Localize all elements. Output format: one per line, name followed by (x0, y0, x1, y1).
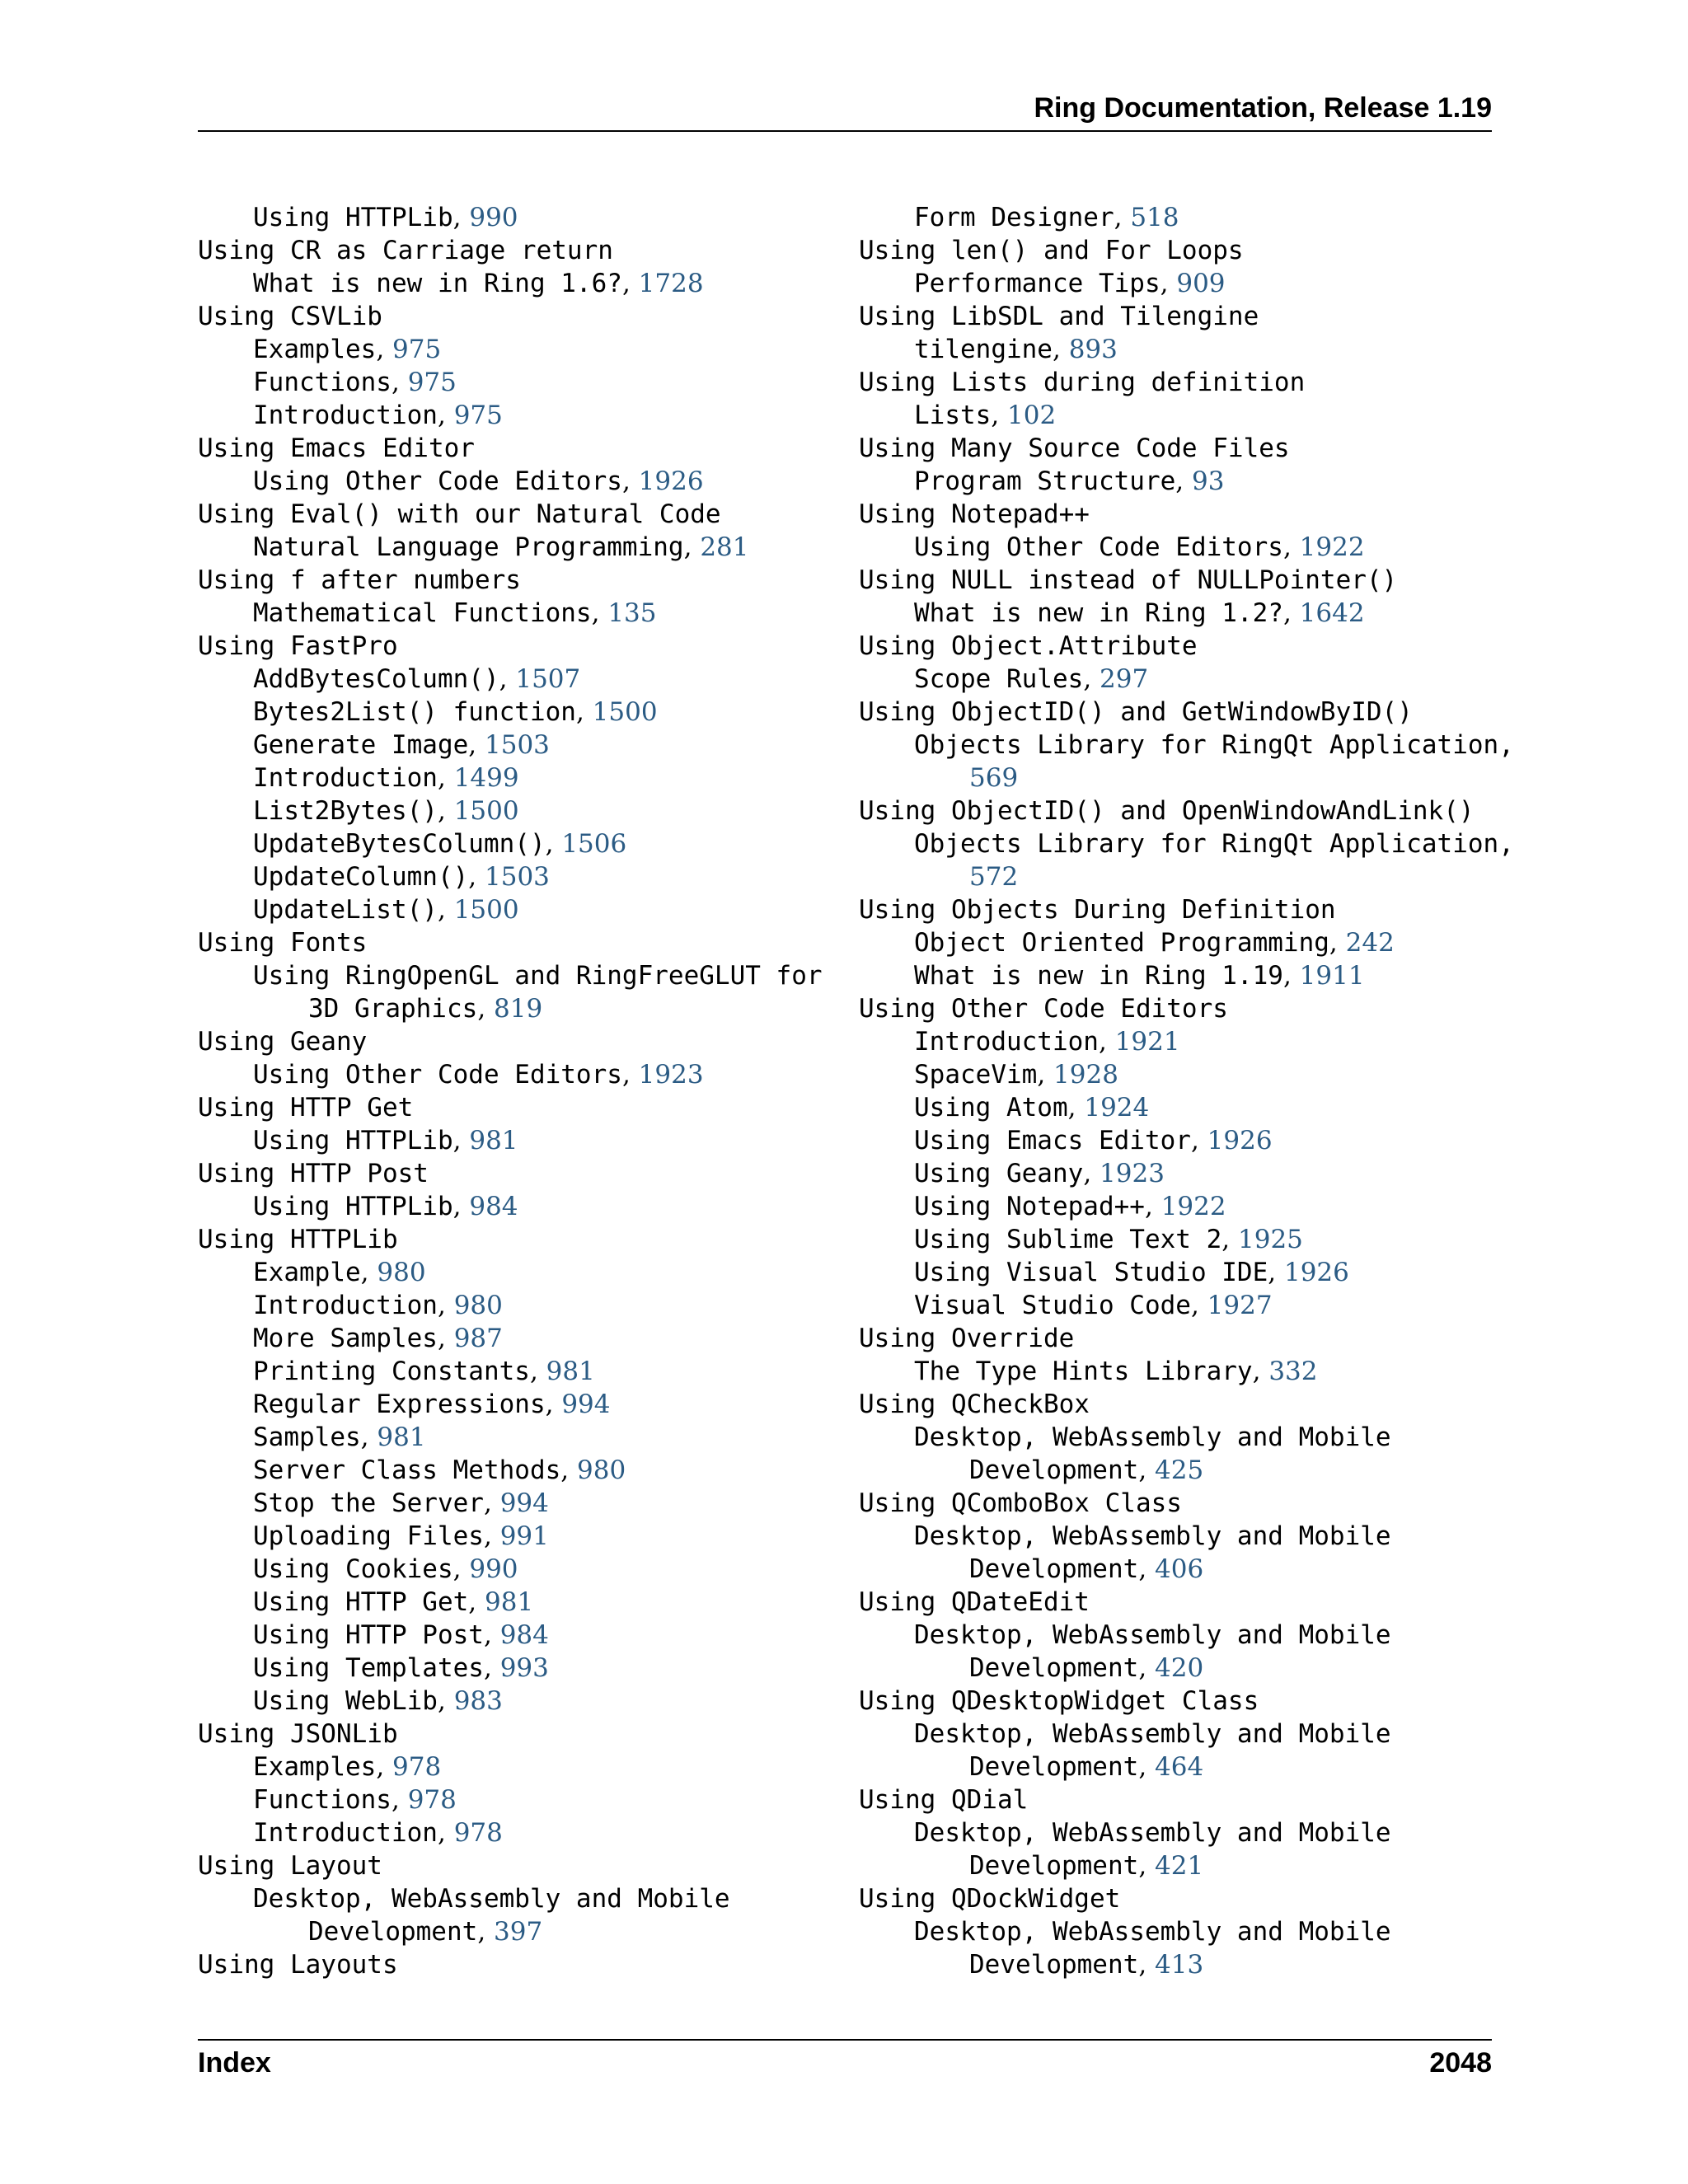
entry-text: Desktop, WebAssembly and Mobile (914, 1521, 1391, 1551)
entry-text: Using HTTP Post (253, 1620, 484, 1650)
page-reference-link[interactable]: 1728 (638, 269, 704, 298)
page-reference-link[interactable]: 980 (377, 1258, 426, 1287)
entry-text: UpdateList() (253, 895, 438, 925)
index-term (198, 1025, 824, 1058)
entry-text: Using len() and For Loops (859, 236, 1244, 265)
index-subentry: Visual Studio Code, 1927 (914, 1291, 1273, 1320)
index-term (859, 630, 1485, 663)
index-term (859, 1322, 1485, 1355)
index-subentry: Using HTTPLib, 990 (253, 203, 518, 232)
index-term (198, 1718, 824, 1750)
entry-text: Using QDesktopWidget Class (859, 1686, 1259, 1716)
entry-text: Using CSVLib (198, 302, 382, 331)
index-subentry: What is new in Ring 1.2?, 1642 (914, 598, 1365, 628)
index-subentry: Natural Language Programming, 281 (253, 532, 749, 562)
entry-text: Using Geany (198, 1027, 368, 1057)
index-subentry: Object Oriented Programming, 242 (914, 928, 1395, 958)
entry-text: Using HTTPLib (198, 1225, 398, 1254)
index-subentry (859, 1915, 1485, 1948)
index-term (859, 893, 1485, 926)
index-subentry (198, 1882, 824, 1915)
index-subentry: Using HTTP Get, 981 (253, 1587, 534, 1617)
entry-text: Using ObjectID() and OpenWindowAndLink() (859, 796, 1475, 826)
index-subentry: Using Templates, 993 (253, 1653, 549, 1683)
entry-text: Performance Tips (914, 269, 1160, 298)
entry-text: Using Layouts (198, 1950, 398, 1980)
index-subentry: Functions, 975 (253, 368, 457, 397)
page-reference-link[interactable]: 981 (546, 1357, 595, 1386)
page-reference-link[interactable]: 332 (1268, 1357, 1318, 1386)
entry-text: Using HTTP Post (198, 1159, 429, 1188)
entry-text: Using Sublime Text 2 (914, 1225, 1222, 1254)
index-term (859, 564, 1485, 597)
page-reference-link[interactable]: 987 (453, 1324, 503, 1353)
index-subentry: Development, 413 (969, 1950, 1204, 1980)
entry-text: Desktop, WebAssembly and Mobile (914, 1422, 1391, 1452)
index-subentry: Program Structure, 93 (914, 466, 1225, 496)
entry-text: Using Many Source Code Files (859, 434, 1290, 463)
page-reference-link[interactable]: 281 (700, 532, 749, 562)
index-subentry: Using HTTPLib, 984 (253, 1192, 518, 1221)
footer-page-number: 2048 (1429, 2047, 1492, 2079)
page-reference-link[interactable]: 102 (1007, 401, 1057, 430)
index-subentry: UpdateBytesColumn(), 1506 (253, 829, 627, 859)
index-term (198, 432, 824, 465)
entry-text: List2Bytes() (253, 796, 438, 826)
index-subentry: Development, 425 (969, 1455, 1204, 1485)
page-reference-link[interactable]: 397 (494, 1917, 543, 1947)
page-reference-link[interactable]: 990 (469, 203, 518, 232)
index-subentry (859, 1816, 1485, 1849)
page-reference-link[interactable]: 819 (494, 994, 543, 1024)
entry-text: UpdateBytesColumn() (253, 829, 546, 859)
index-column-right (859, 201, 1514, 1981)
page-reference-link[interactable]: 975 (453, 401, 503, 430)
page-reference-link[interactable]: 1926 (1207, 1126, 1273, 1155)
entry-text: Using QDial (859, 1785, 1029, 1815)
index-subentry (198, 959, 824, 992)
page-reference-link[interactable]: 1925 (1238, 1225, 1303, 1254)
index-subentry: Using Atom, 1924 (914, 1093, 1150, 1122)
entry-text: Using HTTP Get (253, 1587, 469, 1617)
index-subentry: AddBytesColumn(), 1507 (253, 664, 581, 694)
page-reference-link[interactable]: 975 (392, 335, 442, 364)
footer-rule (198, 2039, 1492, 2041)
index-subentry (859, 1421, 1485, 1454)
entry-text: Objects Library for RingQt Application, (914, 829, 1514, 859)
entry-text: Using QCheckBox (859, 1390, 1090, 1419)
index-term (198, 926, 824, 959)
entry-text: Introduction (253, 1291, 438, 1320)
index-subentry: Development, 421 (969, 1851, 1204, 1881)
index-term (859, 1388, 1485, 1421)
entry-text: The Type Hints Library (914, 1357, 1253, 1386)
entry-text: 3D Graphics (308, 994, 478, 1024)
page-reference-link[interactable]: 1500 (453, 895, 519, 925)
index-subentry: List2Bytes(), 1500 (253, 796, 519, 826)
index-subentry: Lists, 102 (914, 401, 1057, 430)
entry-text: Using RingOpenGL and RingFreeGLUT for (253, 961, 823, 991)
entry-text: Using Emacs Editor (198, 434, 475, 463)
index-term (859, 432, 1485, 465)
index-subentry: tilengine, 893 (914, 335, 1118, 364)
entry-text: Using Other Code Editors (914, 532, 1283, 562)
entry-text: Natural Language Programming (253, 532, 684, 562)
index-subentry: Form Designer, 518 (914, 203, 1179, 232)
entry-text: Using Other Code Editors (859, 994, 1228, 1024)
index-subentry: UpdateColumn(), 1503 (253, 862, 550, 892)
index-term (198, 1157, 824, 1190)
entry-text: Using LibSDL and Tilengine (859, 302, 1259, 331)
entry-text: Introduction (914, 1027, 1099, 1057)
index-subentry: Generate Image, 1503 (253, 730, 550, 760)
index-subentry: Development, 406 (969, 1554, 1204, 1584)
entry-text: Using Override (859, 1324, 1075, 1353)
index-subentry: Examples, 975 (253, 335, 442, 364)
index-term (859, 300, 1485, 333)
entry-text: Introduction (253, 401, 438, 430)
entry-text: Using Visual Studio IDE (914, 1258, 1268, 1287)
entry-text: Desktop, WebAssembly and Mobile (253, 1884, 730, 1914)
entry-text: Generate Image (253, 730, 469, 760)
index-term (859, 1685, 1485, 1718)
page-reference-link[interactable]: 518 (1130, 203, 1179, 232)
entry-text: Development (969, 1653, 1139, 1683)
entry-text: Using HTTPLib (253, 1192, 453, 1221)
entry-text: What is new in Ring 1.6? (253, 269, 622, 298)
page-reference-link[interactable]: 413 (1155, 1950, 1204, 1980)
entry-text: Printing Constants (253, 1357, 530, 1386)
index-subentry (859, 827, 1514, 860)
entry-text: Using HTTPLib (253, 203, 453, 232)
entry-text: Examples (253, 335, 377, 364)
entry-text: Using QDateEdit (859, 1587, 1090, 1617)
page-reference-link[interactable]: 135 (607, 598, 657, 628)
entry-text: Using QComboBox Class (859, 1488, 1182, 1518)
index-subentry: Introduction, 1921 (914, 1027, 1180, 1057)
index-term (859, 366, 1485, 399)
index-term (198, 498, 824, 531)
page-reference-link[interactable]: 990 (469, 1554, 518, 1584)
page-reference-link[interactable]: 1499 (453, 763, 519, 793)
page-reference-link[interactable]: 994 (561, 1390, 611, 1419)
index-subentry: Examples, 978 (253, 1752, 442, 1782)
page-reference-link[interactable]: 1924 (1084, 1093, 1150, 1122)
page-reference-link[interactable]: 1506 (561, 829, 627, 859)
entry-text: Introduction (253, 763, 438, 793)
entry-text: Using CR as Carriage return (198, 236, 613, 265)
entry-text: Using Other Code Editors (253, 1060, 622, 1090)
entry-text: Server Class Methods (253, 1455, 561, 1485)
entry-text: Desktop, WebAssembly and Mobile (914, 1818, 1391, 1848)
entry-text: What is new in Ring 1.2? (914, 598, 1283, 628)
entry-text: Development (969, 1851, 1139, 1881)
entry-text: Using HTTPLib (253, 1126, 453, 1155)
index-subentry (859, 1619, 1485, 1652)
index-subentry (859, 1718, 1485, 1750)
page-reference-link[interactable]: 421 (1155, 1851, 1204, 1881)
entry-text: What is new in Ring 1.19 (914, 961, 1283, 991)
page-reference-link[interactable]: 572 (969, 862, 1019, 892)
index-subentry: Samples, 981 (253, 1422, 426, 1452)
page-reference-link[interactable]: 1911 (1299, 961, 1365, 991)
page-reference-link[interactable]: 1642 (1299, 598, 1365, 628)
index-subentry (859, 762, 1485, 794)
entry-text: Using Notepad++ (914, 1192, 1145, 1221)
entry-text: Regular Expressions (253, 1390, 546, 1419)
index-subentry: Using Cookies, 990 (253, 1554, 518, 1584)
index-term (859, 234, 1485, 267)
index-subentry: Development, 420 (969, 1653, 1204, 1683)
index-subentry: Printing Constants, 981 (253, 1357, 595, 1386)
index-subentry: The Type Hints Library, 332 (914, 1357, 1318, 1386)
page-reference-link[interactable]: 1926 (638, 466, 704, 496)
page-reference-link[interactable]: 1926 (1283, 1258, 1349, 1287)
index-subentry: Regular Expressions, 994 (253, 1390, 611, 1419)
index-subentry: Performance Tips, 909 (914, 269, 1226, 298)
entry-text: Using WebLib (253, 1686, 438, 1716)
index-subentry: Stop the Server, 994 (253, 1488, 549, 1518)
index-subentry (859, 860, 1485, 893)
entry-text: SpaceVim (914, 1060, 1038, 1090)
page-footer (198, 2047, 1492, 2079)
entry-text: Development (969, 1455, 1139, 1485)
entry-text: Development (969, 1950, 1139, 1980)
entry-text: Functions (253, 1785, 392, 1815)
entry-text: Using Atom (914, 1093, 1068, 1122)
page-reference-link[interactable]: 980 (577, 1455, 626, 1485)
page-reference-link[interactable]: 93 (1192, 466, 1225, 496)
entry-text: Example (253, 1258, 361, 1287)
index-subentry: SpaceVim, 1928 (914, 1060, 1118, 1090)
page-reference-link[interactable]: 978 (453, 1818, 503, 1848)
page-reference-link[interactable]: 1923 (638, 1060, 704, 1090)
entry-text: Using f after numbers (198, 565, 521, 595)
entry-text: Mathematical Functions (253, 598, 592, 628)
index-subentry: Example, 980 (253, 1258, 426, 1287)
index-subentry: Introduction, 980 (253, 1291, 503, 1320)
index-subentry: Using Notepad++, 1922 (914, 1192, 1226, 1221)
page-reference-link[interactable]: 984 (469, 1192, 518, 1221)
index-subentry: Introduction, 978 (253, 1818, 503, 1848)
entry-text: Samples (253, 1422, 361, 1452)
index-term (859, 1882, 1485, 1915)
index-term (859, 1586, 1485, 1619)
entry-text: Uploading Files (253, 1521, 484, 1551)
entry-text: Using Templates (253, 1653, 484, 1683)
page-reference-link[interactable]: 981 (485, 1587, 534, 1617)
page-reference-link[interactable]: 975 (407, 368, 457, 397)
page-reference-link[interactable]: 1500 (453, 796, 519, 826)
page-reference-link[interactable]: 425 (1155, 1455, 1204, 1485)
page-reference-link[interactable]: 1500 (592, 697, 658, 727)
index-subentry: Mathematical Functions, 135 (253, 598, 657, 628)
index-subentry: Using Sublime Text 2, 1925 (914, 1225, 1303, 1254)
index-term (859, 498, 1485, 531)
entry-text: Program Structure (914, 466, 1176, 496)
entry-text: More Samples (253, 1324, 438, 1353)
entry-text: Form Designer (914, 203, 1114, 232)
entry-text: Functions (253, 368, 392, 397)
index-term (198, 1849, 824, 1882)
index-term (198, 234, 824, 267)
page-reference-link[interactable]: 1923 (1100, 1159, 1165, 1188)
index-term (198, 1948, 824, 1981)
page-reference-link[interactable]: 1927 (1207, 1291, 1273, 1320)
index-term (198, 630, 824, 663)
entry-text: UpdateColumn() (253, 862, 469, 892)
page-reference-link[interactable]: 464 (1155, 1752, 1204, 1782)
entry-text: Bytes2List() function (253, 697, 576, 727)
entry-text: Development (308, 1917, 478, 1947)
page-reference-link[interactable]: 991 (499, 1521, 549, 1551)
page-reference-link[interactable]: 297 (1100, 664, 1149, 694)
page-reference-link[interactable]: 1503 (485, 730, 550, 760)
index-column-left (198, 201, 824, 1981)
entry-text: Stop the Server (253, 1488, 484, 1518)
entry-text: Visual Studio Code (914, 1291, 1191, 1320)
entry-text: Using FastPro (198, 631, 398, 661)
index-subentry: Using Geany, 1923 (914, 1159, 1165, 1188)
page-reference-link[interactable]: 1922 (1299, 532, 1365, 562)
page-reference-link[interactable]: 994 (499, 1488, 549, 1518)
index-subentry: Introduction, 1499 (253, 763, 519, 793)
page-header: Ring Documentation, Release 1.19 (1034, 92, 1492, 124)
entry-text: Using Emacs Editor (914, 1126, 1191, 1155)
index-subentry: Using WebLib, 983 (253, 1686, 503, 1716)
index-subentry: More Samples, 987 (253, 1324, 503, 1353)
index-subentry: Using HTTP Post, 984 (253, 1620, 549, 1650)
page-reference-link[interactable]: 978 (407, 1785, 457, 1815)
entry-text: Using Cookies (253, 1554, 453, 1584)
entry-text: Using JSONLib (198, 1719, 398, 1749)
index-subentry: Using Other Code Editors, 1922 (914, 532, 1365, 562)
index-subentry: Scope Rules, 297 (914, 664, 1149, 694)
entry-text: Using QDockWidget (859, 1884, 1121, 1914)
page-reference-link[interactable]: 569 (969, 763, 1019, 793)
index-subentry: Using HTTPLib, 981 (253, 1126, 518, 1155)
entry-text: Using Notepad++ (859, 499, 1090, 529)
entry-text: Desktop, WebAssembly and Mobile (914, 1620, 1391, 1650)
footer-section-label: Index (198, 2047, 271, 2079)
page-reference-link[interactable]: 980 (453, 1291, 503, 1320)
header-rule (198, 130, 1492, 132)
index-term (859, 1783, 1485, 1816)
index-subentry: What is new in Ring 1.19, 1911 (914, 961, 1365, 991)
entry-text: Using ObjectID() and GetWindowByID() (859, 697, 1413, 727)
index-subentry: What is new in Ring 1.6?, 1728 (253, 269, 704, 298)
page-reference-link[interactable]: 1928 (1053, 1060, 1118, 1090)
index-subentry: Uploading Files, 991 (253, 1521, 549, 1551)
entry-text: Examples (253, 1752, 377, 1782)
index-subentry: 3D Graphics, 819 (308, 994, 543, 1024)
index-subentry: Development, 397 (308, 1917, 543, 1947)
page-reference-link[interactable]: 981 (377, 1422, 426, 1452)
entry-text: Using Geany (914, 1159, 1084, 1188)
page-reference-link[interactable]: 242 (1345, 928, 1395, 958)
page-reference-link[interactable]: 420 (1155, 1653, 1204, 1683)
entry-text: Using Eval() with our Natural Code (198, 499, 721, 529)
entry-text: Desktop, WebAssembly and Mobile (914, 1719, 1391, 1749)
page-reference-link[interactable]: 1921 (1114, 1027, 1180, 1057)
index-term (198, 1091, 824, 1124)
index-subentry: Using Emacs Editor, 1926 (914, 1126, 1273, 1155)
page-reference-link[interactable]: 981 (469, 1126, 518, 1155)
index-subentry: Introduction, 975 (253, 401, 503, 430)
entry-text: Lists (914, 401, 992, 430)
page-reference-link[interactable]: 983 (453, 1686, 503, 1716)
index-term (859, 794, 1485, 827)
page-reference-link[interactable]: 1922 (1160, 1192, 1226, 1221)
page-reference-link[interactable]: 993 (499, 1653, 549, 1683)
page-reference-link[interactable]: 1503 (485, 862, 550, 892)
index-subentry: Bytes2List() function, 1500 (253, 697, 658, 727)
page-reference-link[interactable]: 978 (392, 1752, 442, 1782)
entry-text: Using NULL instead of NULLPointer() (859, 565, 1398, 595)
entry-text: Using Fonts (198, 928, 368, 958)
index-term (198, 300, 824, 333)
index-term (859, 696, 1485, 729)
entry-text: Using Lists during definition (859, 368, 1306, 397)
entry-text: Using HTTP Get (198, 1093, 414, 1122)
index-subentry: Using Visual Studio IDE, 1926 (914, 1258, 1349, 1287)
entry-text: Object Oriented Programming (914, 928, 1329, 958)
entry-text: Development (969, 1554, 1139, 1584)
entry-text: AddBytesColumn() (253, 664, 499, 694)
index-subentry: UpdateList(), 1500 (253, 895, 519, 925)
index-subentry: Functions, 978 (253, 1785, 457, 1815)
page-reference-link[interactable]: 406 (1155, 1554, 1204, 1584)
index-subentry: Server Class Methods, 980 (253, 1455, 626, 1485)
index-subentry (859, 729, 1514, 762)
entry-text: Using Objects During Definition (859, 895, 1336, 925)
entry-text: Development (969, 1752, 1139, 1782)
index-subentry: Using Other Code Editors, 1923 (253, 1060, 704, 1090)
entry-text: Objects Library for RingQt Application, (914, 730, 1514, 760)
page-reference-link[interactable]: 893 (1068, 335, 1118, 364)
entry-text: Scope Rules (914, 664, 1084, 694)
index-subentry (859, 1520, 1485, 1553)
index-term (198, 564, 824, 597)
index-subentry: Development, 464 (969, 1752, 1204, 1782)
entry-text: Using Other Code Editors (253, 466, 622, 496)
index-term (859, 992, 1485, 1025)
index-term (198, 1223, 824, 1256)
entry-text: tilengine (914, 335, 1053, 364)
page-reference-link[interactable]: 1507 (515, 664, 581, 694)
entry-text: Using Object.Attribute (859, 631, 1198, 661)
index-subentry: Using Other Code Editors, 1926 (253, 466, 704, 496)
index-term (859, 1487, 1485, 1520)
page-reference-link[interactable]: 984 (499, 1620, 549, 1650)
entry-text: Using Layout (198, 1851, 382, 1881)
entry-text: Desktop, WebAssembly and Mobile (914, 1917, 1391, 1947)
entry-text: Introduction (253, 1818, 438, 1848)
page-reference-link[interactable]: 909 (1176, 269, 1226, 298)
